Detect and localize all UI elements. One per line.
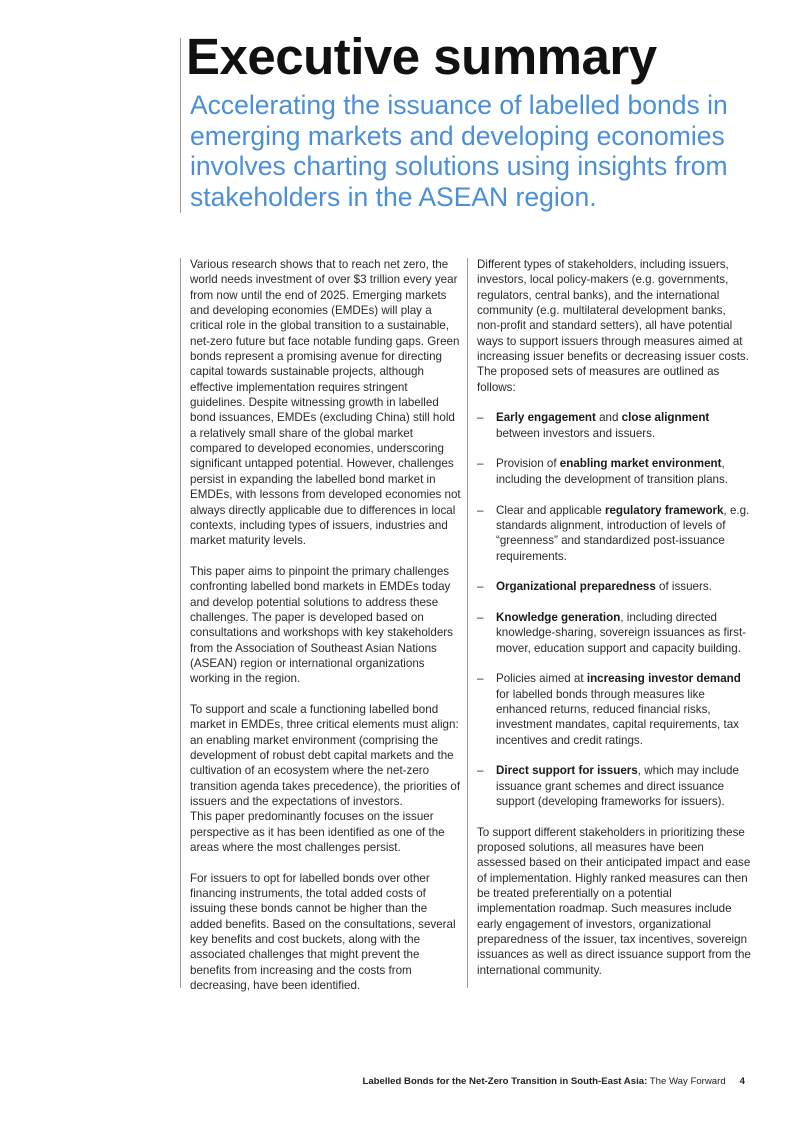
measures-list [477, 410, 752, 809]
paragraph-stakeholders-intro: Different types of stakeholders, including issuers, investors, local policy-makers (e.g. governments, regulators, central banks), and the international community (e.g. multilateral development banks, non-profit and standard setters), all have potential ways to support issuers through measures aimed at increasing issuer benefits or decreasing issuer costs. The proposed sets of measures are outlined as follows: [477, 258, 749, 394]
measure-organizational-preparedness: Organizational preparedness [496, 580, 656, 594]
measure-regulatory-framework: regulatory framework [604, 503, 724, 517]
measure-text: , which may include issuance grant schemes and direct issuance support (developing frameworks for issuers). [496, 764, 739, 809]
page-subtitle: Accelerating the issuance of labelled bonds in emerging markets and developing economies involves charting solutions using insights from stakeholders in the ASEAN region. [190, 90, 728, 212]
footer-title-bold: Labelled Bonds for the Net-Zero Transition in South-East Asia: [362, 1076, 648, 1087]
paragraph-paper-aims: This paper aims to pinpoint the primary challenges confronting labelled bond markets in EMDEs today and develop potential solutions to address these challenges. The paper is developed based on consultations and workshops with key stakeholders from the Association of Southeast Asian Nations (ASEAN) region or international organizations working in the region. [190, 564, 453, 686]
paragraph-costs-benefits: For issuers to opt for labelled bonds over other financing instruments, the total added costs of issuing these bonds cannot be higher than the added benefits. Based on the consultations, several key benefits and cost buckets, along with the associated challenges that might prevent the benefits from increasing and the costs from decreasing, have been identified. [190, 871, 456, 993]
measure-text: Policies aimed at [496, 672, 587, 686]
measure-investor-demand: increasing investor demand [586, 672, 741, 686]
page-title: Executive summary [186, 28, 657, 85]
left-column [190, 257, 462, 1009]
header-divider [180, 38, 181, 213]
list-item [477, 503, 752, 564]
dash-marker: – [477, 764, 484, 778]
measure-text: for labelled bonds through measures like enhanced returns, reduced financial risks, investment mandates, capital requirements, tax incentives and credit ratings. [496, 687, 739, 747]
list-item [477, 456, 752, 487]
measure-text: between investors and issuers. [496, 426, 656, 440]
measure-early-engagement: Early engagement [496, 411, 596, 425]
middle-column-divider [467, 258, 468, 988]
list-item [477, 410, 752, 441]
list-item [477, 763, 752, 809]
page-footer [362, 1076, 745, 1087]
measure-text: , including directed knowledge-sharing, sovereign issuances as first-mover, education support and capacity building. [496, 610, 747, 655]
dash-marker: – [477, 672, 484, 686]
measure-text: , e.g. standards alignment, introduction of levels of “greenness” and standardized post-issuance requirements. [496, 503, 750, 563]
page-number: 4 [739, 1076, 745, 1087]
measure-text: Provision of [496, 457, 560, 471]
dash-marker: – [477, 411, 484, 425]
measure-knowledge-generation: Knowledge generation [496, 610, 621, 624]
list-item [477, 671, 752, 748]
measure-text: Clear and applicable [496, 503, 605, 517]
footer-title-rest: The Way Forward [647, 1076, 726, 1087]
dash-marker: – [477, 503, 484, 517]
list-item [477, 579, 752, 594]
paragraph-net-zero-investment: Various research shows that to reach net zero, the world needs investment of over $3 trillion every year from now until the end of 2025. Emerging markets and developing economies (EMDEs) will play a critical role in the global transition to a sustainable, net-zero future but face notable funding gaps. Green bonds represent a promising avenue for directing capital towards sustainable projects, although effective implementation requires stringent guidelines. Despite witnessing growth in labelled bond issuances, EMDEs (excluding China) still hold a relatively small share of the global market compared to developed economies, underscoring significant untapped potential. However, challenges persist in expanding the labelled bond market in EMDEs, with lessons from developed economies not always directly applicable due to differences in local contexts, including types of issuers, industries and market maturity levels. [190, 258, 461, 548]
measure-enabling-market: enabling market environment [559, 457, 722, 471]
measure-close-alignment: close alignment [621, 411, 710, 425]
dash-marker: – [477, 610, 484, 624]
measure-text: and [595, 411, 622, 425]
paragraph-critical-elements [190, 702, 462, 855]
measure-text: , including the development of transition plans. [496, 457, 729, 486]
paragraph-prioritization: To support different stakeholders in prioritizing these proposed solutions, all measures have been assessed based on their anticipated impact and ease of implementation. Highly ranked measures can then be treated preferentially on a potential implementation roadmap. Such measures include early engagement of investors, organizational preparedness of the issuer, tax incentives, sovereign issuances as well as direct issuance support from the international community. [477, 825, 751, 977]
right-column [477, 257, 752, 994]
dash-marker: – [477, 580, 484, 594]
left-column-divider [180, 258, 181, 988]
measure-direct-support: Direct support for issuers [496, 764, 638, 778]
critical-elements-text: To support and scale a functioning labelled bond market in EMDEs, three critical elements must align: an enabling market environment (comprising the development of robust debt capital markets and the cultivation of an ecosystem where the net-zero transition agenda takes precedence), the priorities of issuers and the expectations of investors. [190, 702, 461, 809]
issuer-focus-text: This paper predominantly focuses on the issuer perspective as it has been identified as one of the areas where the most challenges persist. [190, 810, 445, 855]
measure-text: of issuers. [655, 580, 712, 594]
list-item [477, 610, 752, 656]
dash-marker: – [477, 457, 484, 471]
